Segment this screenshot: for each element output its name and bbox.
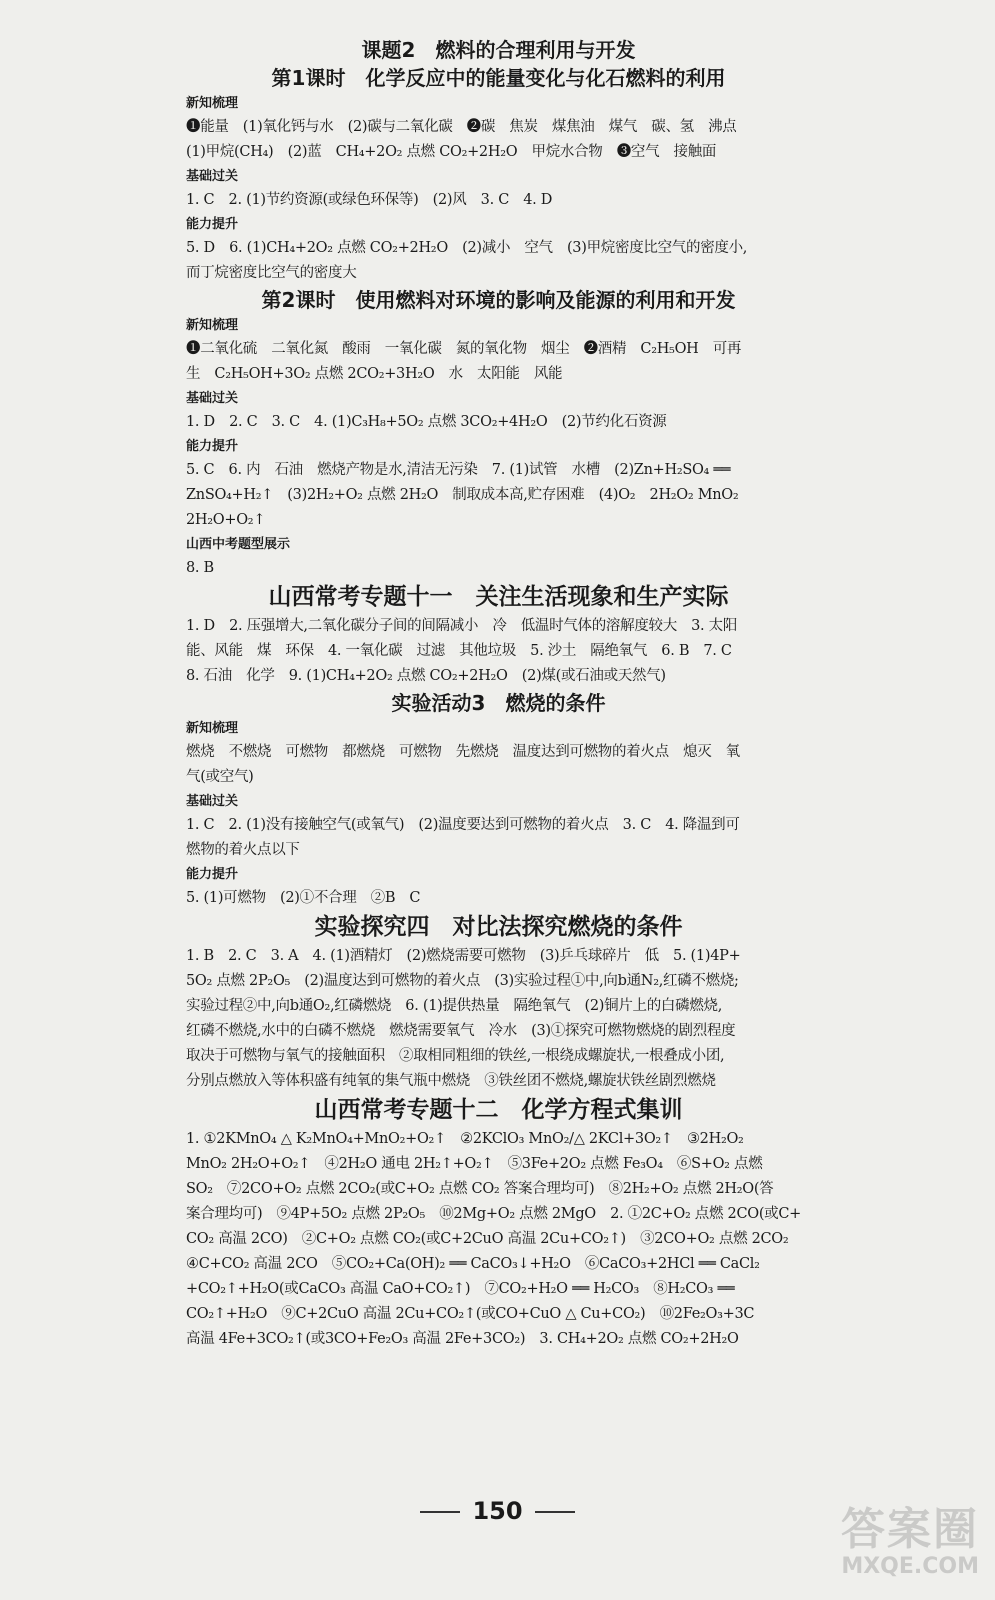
section-label: 基础过关 bbox=[186, 169, 239, 184]
answer-line: 而丁烷密度比空气的密度大 bbox=[186, 265, 357, 281]
answer-line: 燃烧 不燃烧 可燃物 都燃烧 可燃物 先燃烧 温度达到可燃物的着火点 熄灭 氧 bbox=[186, 744, 740, 760]
watermark bbox=[809, 1506, 979, 1586]
answer-line: 2H₂O+O₂↑ bbox=[186, 512, 266, 528]
answer-line: 5. D 6. (1)CH₄+2O₂ 点燃 CO₂+2H₂O (2)减小 空气 (3)甲烷密度比空气的密度小, bbox=[186, 240, 748, 256]
lesson-title: 课题2 燃料的合理利用与开发 bbox=[361, 38, 636, 62]
answer-line: 分别点燃放入等体积盛有纯氧的集气瓶中燃烧 ③铁丝团不燃烧,螺旋状铁丝剧烈燃烧 bbox=[186, 1073, 716, 1089]
answer-page bbox=[186, 36, 811, 1352]
answer-line: 5O₂ 点燃 2P₂O₅ (2)温度达到可燃物的着火点 (3)实验过程①中,向b通N₂,红磷不燃烧; bbox=[186, 973, 739, 989]
topic12-title: 山西常考专题十二 化学方程式集训 bbox=[314, 1097, 683, 1123]
answer-line: 1. B 2. C 3. A 4. (1)酒精灯 (2)燃烧需要可燃物 (3)乒乓球碎片 低 5. (1)4P+ bbox=[186, 948, 741, 964]
page-number-dash bbox=[420, 1511, 460, 1513]
answer-line: 5. C 6. 内 石油 燃烧产物是水,清洁无污染 7. (1)试管 水槽 (2)Zn+H₂SO₄ ══ bbox=[186, 462, 731, 478]
answer-line: 红磷不燃烧,水中的白磷不燃烧 燃烧需要氧气 冷水 (3)①探究可燃物燃烧的剧烈程度 bbox=[186, 1023, 736, 1039]
answer-line: 气(或空气) bbox=[186, 769, 254, 785]
answer-line: CO₂ 高温 2CO) ②C+O₂ 点燃 CO₂(或C+2CuO 高温 2Cu+CO₂↑) ③2CO+O₂ 点燃 2CO₂ bbox=[186, 1231, 789, 1247]
answer-line: ④C+CO₂ 高温 2CO ⑤CO₂+Ca(OH)₂ ══ CaCO₃↓+H₂O ⑥CaCO₃+2HCl ══ CaCl₂ bbox=[186, 1256, 760, 1272]
answer-line: 1. ①2KMnO₄ △ K₂MnO₄+MnO₂+O₂↑ ②2KClO₃ MnO₂/△ 2KCl+3O₂↑ ③2H₂O₂ bbox=[186, 1131, 744, 1147]
answer-line: 1. C 2. (1)没有接触空气(或氧气) (2)温度要达到可燃物的着火点 3. C 4. 降温到可 bbox=[186, 817, 740, 833]
topic11-title: 山西常考专题十一 关注生活现象和生产实际 bbox=[268, 584, 729, 610]
answer-line: 1. D 2. 压强增大,二氧化碳分子间的间隔减小 冷 低温时气体的溶解度较大 3. 太阳 bbox=[186, 618, 738, 634]
section-label: 能力提升 bbox=[186, 867, 239, 882]
answer-line: 高温 4Fe+3CO₂↑(或3CO+Fe₂O₃ 高温 2Fe+3CO₂) 3. CH₄+2O₂ 点燃 CO₂+2H₂O bbox=[186, 1331, 739, 1347]
answer-line: 8. 石油 化学 9. (1)CH₄+2O₂ 点燃 CO₂+2H₂O (2)煤(或石油或天然气) bbox=[186, 668, 666, 684]
answer-line: +CO₂↑+H₂O(或CaCO₃ 高温 CaO+CO₂↑) ⑦CO₂+H₂O ══ H₂CO₃ ⑧H₂CO₃ ══ bbox=[186, 1281, 735, 1297]
section-label: 能力提升 bbox=[186, 217, 239, 232]
answer-line: MnO₂ 2H₂O+O₂↑ ④2H₂O 通电 2H₂↑+O₂↑ ⑤3Fe+2O₂ 点燃 Fe₃O₄ ⑥S+O₂ 点燃 bbox=[186, 1156, 763, 1172]
answer-line: 能、风能 煤 环保 4. 一氧化碳 过滤 其他垃圾 5. 沙土 隔绝氧气 6. B 7. C bbox=[186, 643, 732, 659]
section-label: 山西中考题型展示 bbox=[186, 537, 291, 552]
answer-line: 案合理均可) ⑨4P+5O₂ 点燃 2P₂O₅ ⑩2Mg+O₂ 点燃 2MgO 2. ①2C+O₂ 点燃 2CO(或C+ bbox=[186, 1206, 802, 1222]
activity3-title: 实验活动3 燃烧的条件 bbox=[391, 691, 606, 715]
answer-line: 取决于可燃物与氧气的接触面积 ②取相同粗细的铁丝,一根绕成螺旋状,一根叠成小团, bbox=[186, 1048, 725, 1064]
explore4-title: 实验探究四 对比法探究燃烧的条件 bbox=[314, 914, 683, 940]
answer-line: 生 C₂H₅OH+3O₂ 点燃 2CO₂+3H₂O 水 太阳能 风能 bbox=[186, 366, 563, 382]
answer-line: 1. C 2. (1)节约资源(或绿色环保等) (2)风 3. C 4. D bbox=[186, 192, 553, 208]
answer-line: ❶二氧化硫 二氧化氮 酸雨 一氧化碳 氮的氧化物 烟尘 ❷酒精 C₂H₅OH 可再 bbox=[186, 341, 742, 357]
section-label: 基础过关 bbox=[186, 391, 239, 406]
answer-line: 实验过程②中,向b通O₂,红磷燃烧 6. (1)提供热量 隔绝氧气 (2)铜片上的白磷燃烧, bbox=[186, 998, 723, 1014]
answer-line: ❶能量 (1)氧化钙与水 (2)碳与二氧化碳 ❷碳 焦炭 煤焦油 煤气 碳、氢 沸点 bbox=[186, 119, 737, 135]
section-label: 基础过关 bbox=[186, 794, 239, 809]
answer-line: 8. B bbox=[186, 560, 214, 576]
answer-line: CO₂↑+H₂O ⑨C+2CuO 高温 2Cu+CO₂↑(或CO+CuO △ Cu+CO₂) ⑩2Fe₂O₃+3C bbox=[186, 1306, 755, 1322]
section-label: 能力提升 bbox=[186, 439, 239, 454]
watermark-url: MXQE.COM bbox=[841, 1554, 979, 1579]
watermark-logo: 答案圈 bbox=[841, 1504, 979, 1555]
answer-line: SO₂ ⑦2CO+O₂ 点燃 2CO₂(或C+O₂ 点燃 CO₂ 答案合理均可) ⑧2H₂+O₂ 点燃 2H₂O(答 bbox=[186, 1181, 774, 1197]
answer-line: 5. (1)可燃物 (2)①不合理 ②B C bbox=[186, 890, 421, 906]
section-label: 新知梳理 bbox=[186, 318, 239, 333]
answer-line: ZnSO₄+H₂↑ (3)2H₂+O₂ 点燃 2H₂O 制取成本高,贮存困难 (4)O₂ 2H₂O₂ MnO₂ bbox=[186, 487, 739, 503]
section-label: 新知梳理 bbox=[186, 96, 239, 111]
answer-line: 燃物的着火点以下 bbox=[186, 842, 300, 858]
period1-title: 第1课时 化学反应中的能量变化与化石燃料的利用 bbox=[271, 66, 726, 90]
answer-line: 1. D 2. C 3. C 4. (1)C₃H₈+5O₂ 点燃 3CO₂+4H₂O (2)节约化石资源 bbox=[186, 414, 667, 430]
period2-title: 第2课时 使用燃料对环境的影响及能源的利用和开发 bbox=[261, 288, 736, 312]
page-number-dash bbox=[535, 1511, 575, 1513]
answer-line: (1)甲烷(CH₄) (2)蓝 CH₄+2O₂ 点燃 CO₂+2H₂O 甲烷水合物 ❸空气 接触面 bbox=[186, 144, 717, 160]
page-number-value: 150 bbox=[472, 1497, 523, 1525]
section-label: 新知梳理 bbox=[186, 721, 239, 736]
